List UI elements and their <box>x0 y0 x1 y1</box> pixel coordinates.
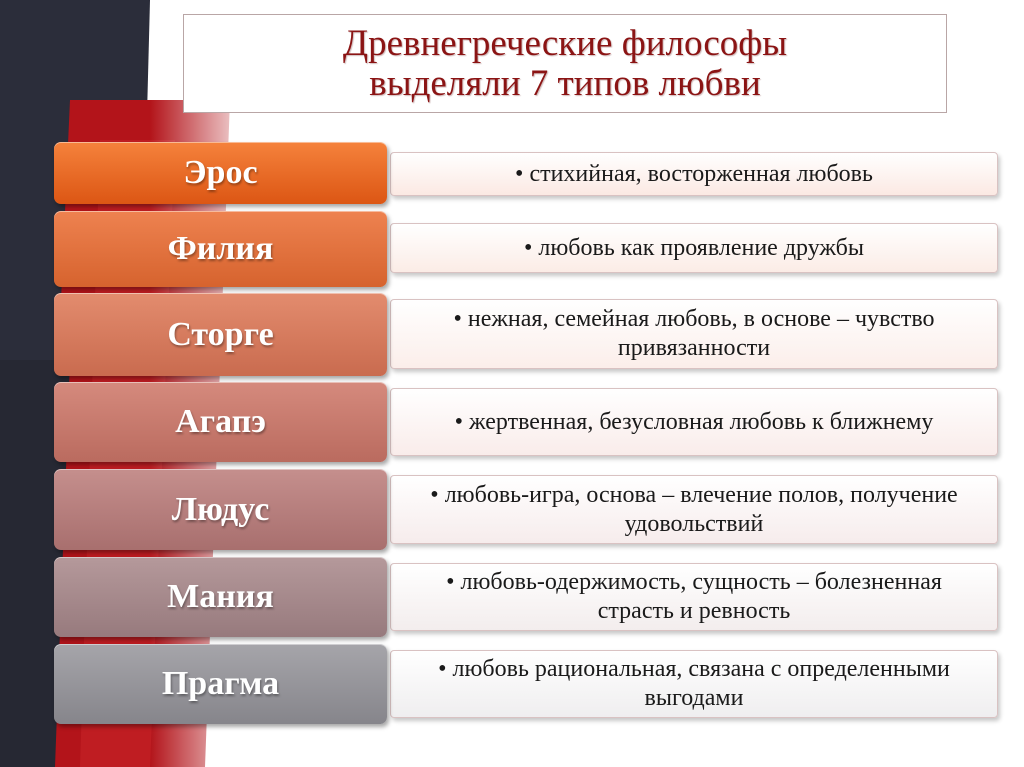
love-type-description-box <box>390 299 998 369</box>
love-type-name: Людус <box>171 490 270 528</box>
love-type-description-box <box>390 650 998 718</box>
love-type-row <box>54 644 998 724</box>
love-type-row <box>54 211 998 287</box>
love-type-name-box <box>54 644 387 724</box>
love-type-name-box <box>54 142 387 204</box>
love-type-name: Сторге <box>167 315 274 353</box>
love-type-name: Агапэ <box>175 403 266 440</box>
love-type-name-box <box>54 557 387 637</box>
love-type-name: Мания <box>167 578 274 615</box>
love-type-name-box <box>54 382 387 462</box>
love-type-description: • любовь рациональная, связана с определенными выгодами <box>438 656 950 711</box>
love-type-description: • любовь-одержимость, сущность – болезненная страсть и ревность <box>446 569 942 624</box>
love-type-description-box <box>390 388 998 456</box>
love-type-row <box>54 469 998 550</box>
love-type-name: Эрос <box>183 154 258 191</box>
love-type-description-box <box>390 475 998 544</box>
title-line-2: выделяли 7 типов любви <box>369 62 761 104</box>
love-type-row <box>54 142 998 204</box>
love-type-description: • любовь-игра, основа – влечение полов, получение удовольствий <box>430 481 958 537</box>
love-type-description: • нежная, семейная любовь, в основе – чувство привязанности <box>453 306 935 361</box>
title-box <box>183 14 947 113</box>
love-type-name-box <box>54 211 387 287</box>
love-type-description: • любовь как проявление дружбы <box>524 234 864 261</box>
love-type-name-box <box>54 293 387 376</box>
love-type-description-box <box>390 563 998 631</box>
love-type-name: Прагма <box>161 665 280 702</box>
title-line-1: Древнегреческие философы <box>342 22 788 64</box>
love-type-row <box>54 293 998 376</box>
love-type-row <box>54 382 998 462</box>
love-type-row <box>54 557 998 637</box>
love-type-description: • жертвенная, безусловная любовь к ближнему <box>454 408 934 435</box>
love-type-description-box <box>390 152 998 196</box>
love-type-description-box <box>390 223 998 273</box>
love-type-name-box <box>54 469 387 550</box>
love-type-name: Филия <box>167 230 274 267</box>
love-type-description: • стихийная, восторженная любовь <box>515 160 873 187</box>
